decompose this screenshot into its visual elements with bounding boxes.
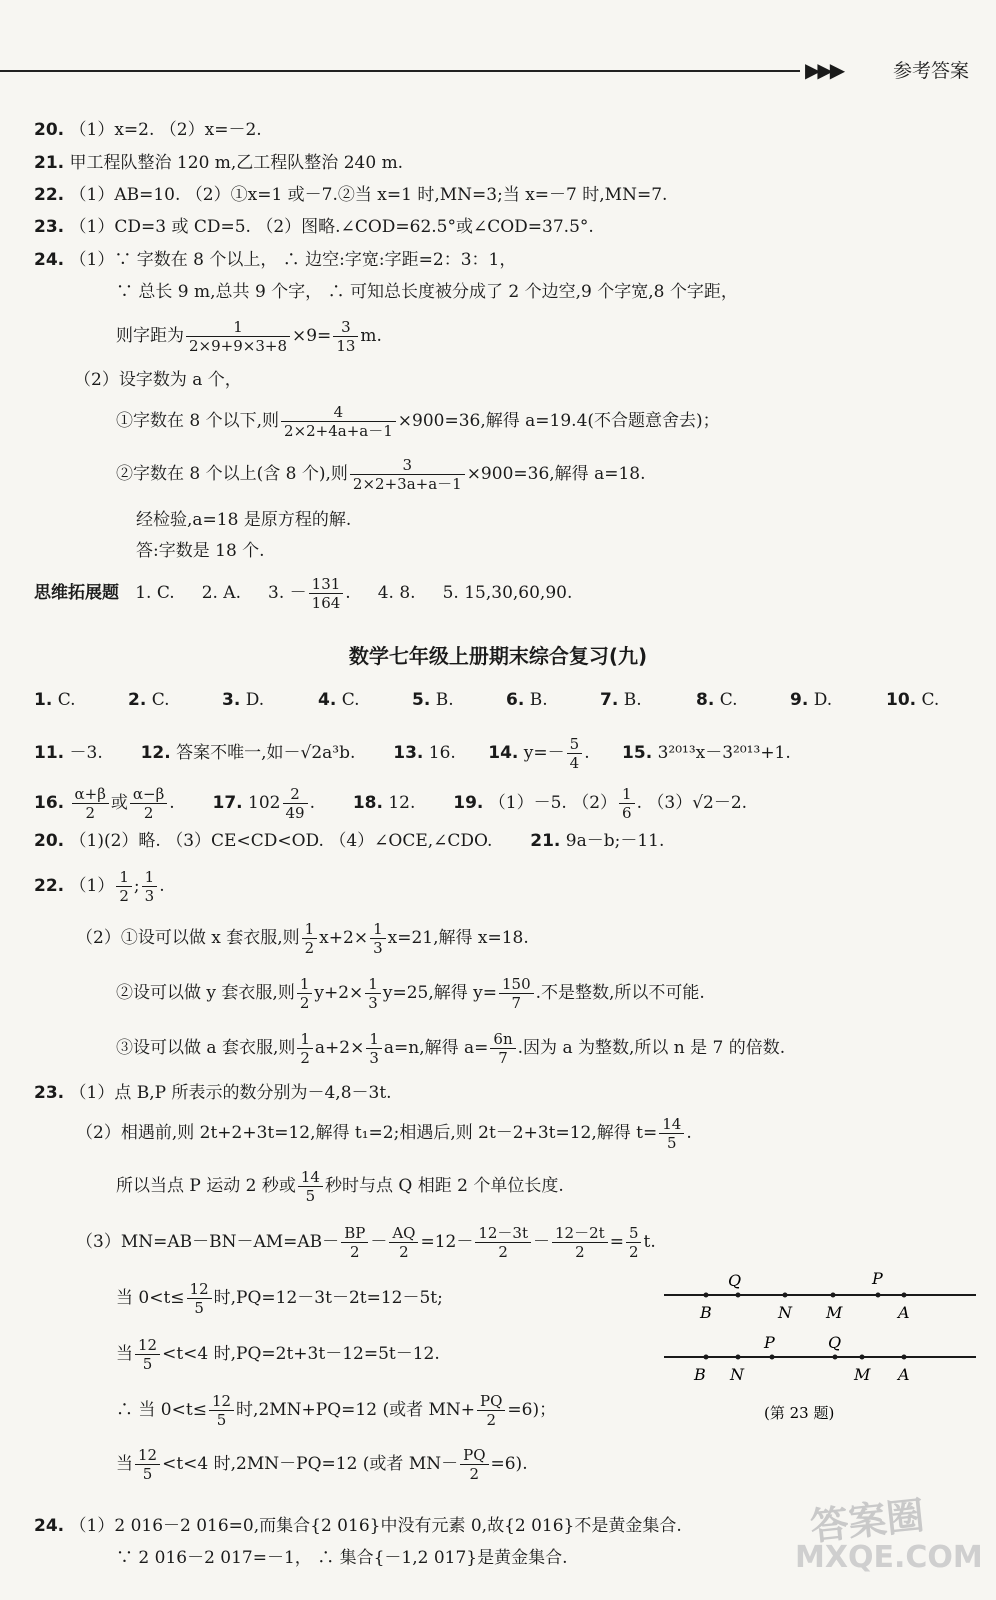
fraction: $\frac{2}{49}$ <box>283 785 308 822</box>
fraction: $\frac{12}{5}$ <box>135 1336 160 1373</box>
label-m: M <box>826 1303 843 1322</box>
answer-23: 23. （1）CD=3 或 CD=5. （2）图略.∠COD=62.5°或∠COD=37.5°. <box>34 217 594 237</box>
point-dot <box>736 1355 741 1360</box>
mc-answer: 6. B. <box>506 690 548 710</box>
mc-answer: 2. C. <box>128 690 170 710</box>
point-dot <box>860 1355 865 1360</box>
point-dot <box>833 1355 838 1360</box>
fraction: $\frac{14}{5}$ <box>659 1115 684 1152</box>
point-dot <box>770 1355 775 1360</box>
mc-answer: 9. D. <box>790 690 833 710</box>
answer-22-line3: ②设可以做 y 套衣服,则 $\frac{1}{2}$ y+2× $\frac{1}{3}$ y=25,解得 y= $\frac{150}{7}$ .不是整数,所以不可能. <box>116 975 705 1012</box>
point-dot <box>736 1293 741 1298</box>
answer-23-line7: ∴ 当 0<t≤ $\frac{12}{5}$ 时,2MN+PQ=12 (或者 MN+ $\frac{PQ}{2}$ =6)； <box>116 1392 557 1429</box>
fraction: $\frac{1}{2\times 9+9\times 3+8}$ <box>186 318 290 355</box>
fraction: $\frac{3}{2\times 2+3a+a-1}$ <box>350 456 465 493</box>
answer-24-line8: 答:字数是 18 个. <box>136 541 265 561</box>
answer-23-line8: 当 $\frac{12}{5}$ <t<4 时,2MN－PQ=12 (或者 MN－ $\frac{PQ}{2}$ =6). <box>116 1446 528 1483</box>
point-dot <box>704 1293 709 1298</box>
answer-24-line7: 经检验,a=18 是原方程的解. <box>136 510 352 530</box>
answer-23-line2: （2）相遇前,则 2t+2+3t=12,解得 t₁=2;相遇后,则 2t－2+3t=12,解得 t= $\frac{14}{5}$ . <box>76 1115 692 1152</box>
fraction: $\frac{\alpha+\beta}{2}$ <box>72 785 109 822</box>
mc-answer: 7. B. <box>600 690 642 710</box>
label-n: N <box>778 1303 792 1322</box>
answer-23-line5: 当 0<t≤ $\frac{12}{5}$ 时,PQ=12－3t－2t=12－5t; <box>116 1280 443 1317</box>
fraction: $\frac{150}{7}$ <box>499 975 534 1012</box>
fraction: $\frac{1}{3}$ <box>365 975 381 1012</box>
figure-caption: (第 23 题) <box>764 1404 835 1422</box>
fraction: $\frac{12}{5}$ <box>187 1280 212 1317</box>
fraction: $\frac{12}{5}$ <box>135 1446 160 1483</box>
label-b: B <box>694 1365 706 1384</box>
fraction: $\frac{PQ}{2}$ <box>477 1392 505 1429</box>
answer-21: 21. 甲工程队整治 120 m,乙工程队整治 240 m. <box>34 153 404 173</box>
answer-20: 20. （1）x=2. （2）x=－2. <box>34 120 262 140</box>
number-line-figure <box>664 1270 982 1430</box>
fraction: $\frac{131}{164}$ <box>309 575 344 612</box>
fraction: $\frac{14}{5}$ <box>298 1168 323 1205</box>
fraction: $\frac{1}{3}$ <box>142 868 158 905</box>
answer-24-line6: ②字数在 8 个以上(含 8 个),则 $\frac{3}{2\times 2+3a+a-1}$ ×900=36,解得 a=18. <box>116 456 646 493</box>
answer-24-line4: （2）设字数为 a 个， <box>74 370 242 390</box>
fraction: $\frac{3}{13}$ <box>333 318 358 355</box>
label-p: P <box>764 1333 775 1352</box>
answer-24-line3: 则字距为 $\frac{1}{2\times 9+9\times 3+8}$ ×9= $\frac{3}{13}$ m. <box>116 318 382 355</box>
answer-23-line1: 23. （1）点 B,P 所表示的数分别为－4,8－3t. <box>34 1083 392 1103</box>
mc-answer: 1. C. <box>34 690 76 710</box>
fraction: $\frac{1}{2}$ <box>297 1030 313 1067</box>
fraction: $\frac{PQ}{2}$ <box>460 1446 488 1483</box>
answer-24-line1: 24. （1）∵ 字数在 8 个以上， ∴ 边空:字宽:字距=2：3：1， <box>34 250 517 270</box>
fraction: $\frac{5}{4}$ <box>567 735 583 772</box>
watermark-url: MXQE.COM <box>795 1540 983 1575</box>
fraction: $\frac{12-2t}{2}$ <box>552 1224 608 1261</box>
point-dot <box>902 1355 907 1360</box>
label-b: B <box>700 1303 712 1322</box>
header-rule <box>0 70 800 72</box>
answer-24b-line2: ∵ 2 016－2 017=－1， ∴ 集合{－1,2 017}是黄金集合. <box>116 1548 568 1568</box>
mc-answer: 3. D. <box>222 690 265 710</box>
point-dot <box>783 1293 788 1298</box>
fraction: $\frac{\alpha-\beta}{2}$ <box>130 785 167 822</box>
point-dot <box>831 1293 836 1298</box>
fraction: $\frac{1}{3}$ <box>366 1030 382 1067</box>
answer-22: 22. （1）AB=10. （2）①x=1 或－7.②当 x=1 时,MN=3;当 x=－7 时,MN=7. <box>34 185 668 205</box>
fraction: $\frac{1}{2}$ <box>297 975 313 1012</box>
answer-22-line1: 22. （1） $\frac{1}{2}$ ; $\frac{1}{3}$ . <box>34 868 165 905</box>
answers-11-15: 11. －3. 12. 答案不唯一,如－√2a³b. 13. 16. 14. y=－ $\frac{5}{4}$ . 15. 3²⁰¹³x－3²⁰¹³+1. <box>34 735 791 772</box>
fraction: $\frac{4}{2\times 2+4a+a-1}$ <box>281 403 396 440</box>
mc-answer: 10. C. <box>886 690 940 710</box>
label-a: A <box>898 1365 910 1384</box>
fraction: $\frac{1}{6}$ <box>619 785 635 822</box>
fraction: $\frac{BP}{2}$ <box>341 1224 368 1261</box>
label-p: P <box>872 1270 883 1288</box>
label-n: N <box>730 1365 744 1384</box>
fraction: $\frac{5}{2}$ <box>626 1224 642 1261</box>
answer-24b-line1: 24. （1）2 016－2 016=0,而集合{2 016}中没有元素 0,故{2 016}不是黄金集合. <box>34 1516 682 1536</box>
point-dot <box>902 1293 907 1298</box>
answer-23-line3: 所以当点 P 运动 2 秒或 $\frac{14}{5}$ 秒时与点 Q 相距 2 个单位长度. <box>116 1168 564 1205</box>
answer-23-line6: 当 $\frac{12}{5}$ <t<4 时,PQ=2t+3t－12=5t－12. <box>116 1336 440 1373</box>
label-q: Q <box>828 1333 842 1352</box>
header-title: 参考答案 <box>893 60 970 82</box>
watermark-logo: 答案圈 <box>808 1493 927 1549</box>
section-title: 数学七年级上册期末综合复习(九) <box>348 644 648 668</box>
fraction: $\frac{1}{2}$ <box>116 868 132 905</box>
answers-20-21: 20. （1)(2）略. （3）CE<CD<OD. （4）∠OCE,∠CDO. 21. 9a－b;－11. <box>34 831 665 851</box>
mc-answer: 8. C. <box>696 690 738 710</box>
answers-16-19: 16. $\frac{\alpha+\beta}{2}$ 或 $\frac{\alpha-\beta}{2}$ . 17. 102 $\frac{2}{49}$ . 18. 12. 19. （1）－5. （2） $\frac{1}{6}$ . （3）√2－2. <box>34 785 748 822</box>
answer-22-line2: （2）①设可以做 x 套衣服,则 $\frac{1}{2}$ x+2× $\frac{1}{3}$ x=21,解得 x=18. <box>76 920 529 957</box>
fraction: $\frac{AQ}{2}$ <box>389 1224 418 1261</box>
mc-answer: 4. C. <box>318 690 360 710</box>
header-arrows-icon: ▶▶▶ <box>805 58 843 82</box>
fraction: $\frac{12}{5}$ <box>209 1392 234 1429</box>
fraction: $\frac{12-3t}{2}$ <box>475 1224 531 1261</box>
label-a: A <box>898 1303 910 1322</box>
answer-22-line4: ③设可以做 a 套衣服,则 $\frac{1}{2}$ a+2× $\frac{1}{3}$ a=n,解得 a= $\frac{6n}{7}$ .因为 a 为整数,所以 n 是 7 的倍数. <box>116 1030 786 1067</box>
answer-24-line5: ①字数在 8 个以下,则 $\frac{4}{2\times 2+4a+a-1}$ ×900=36,解得 a=19.4(不合题意舍去)； <box>116 403 720 440</box>
mc-answer: 5. B. <box>412 690 454 710</box>
fraction: $\frac{1}{2}$ <box>302 920 318 957</box>
label-m: M <box>854 1365 871 1384</box>
point-dot <box>704 1355 709 1360</box>
label-q: Q <box>728 1271 742 1290</box>
fraction: $\frac{1}{3}$ <box>370 920 386 957</box>
thinking-extension-answers: 思维拓展题 1. C. 2. A. 3. － $\frac{131}{164}$ . 4. 8. 5. 15,30,60,90. <box>34 575 573 612</box>
point-dot <box>876 1293 881 1298</box>
answer-24-line2: ∵ 总长 9 m,总共 9 个字， ∴ 可知总长度被分成了 2 个边空,9 个字宽,8 个字距， <box>116 282 738 302</box>
answer-23-line4: （3）MN=AB－BN－AM=AB－ $\frac{BP}{2}$ － $\frac{AQ}{2}$ =12－ $\frac{12-3t}{2}$ － $\frac{12-2t}{2}$ = $\frac{5}{2}$ t. <box>76 1224 656 1261</box>
fraction: $\frac{6n}{7}$ <box>490 1030 515 1067</box>
